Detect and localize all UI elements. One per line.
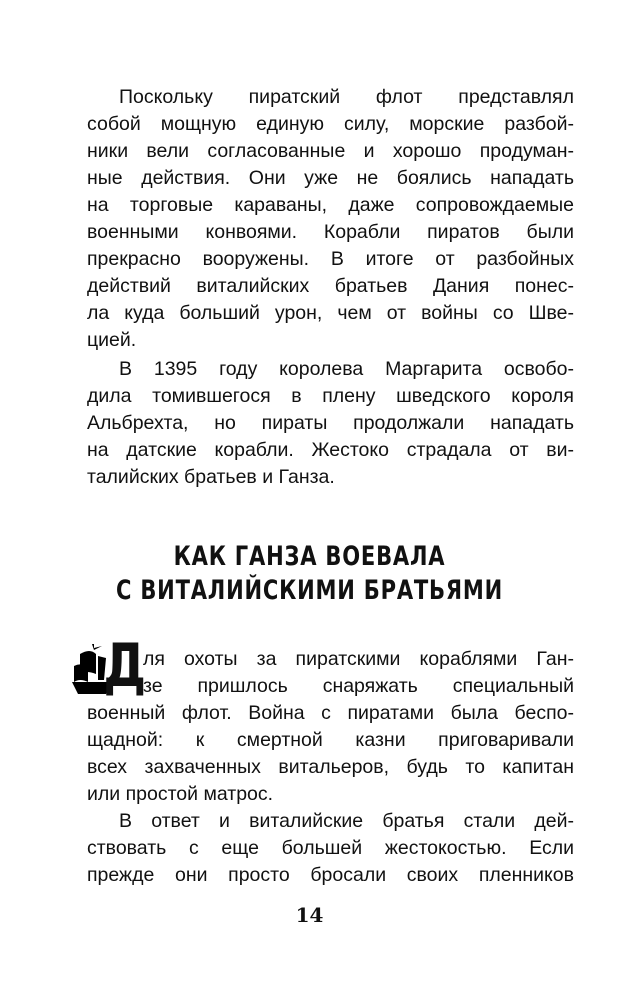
text-line: всех захваченных витальеров, будь то капитан — [87, 756, 574, 778]
text-line: прекрасно вооружены. В итоге от разбойных — [87, 248, 574, 270]
text-line: ла куда больший урон, чем от войны со Шве- — [87, 302, 574, 324]
paragraph-3 — [87, 646, 574, 808]
text-line: ствовать с еще большей жестокостью. Если — [87, 837, 574, 859]
text-line: собой мощную единую силу, морские разбой- — [87, 113, 574, 135]
text-line: цией. — [87, 329, 137, 351]
text-line: талийских братьев и Ганза. — [87, 466, 335, 488]
text-line: щадной: к смертной казни приговаривали — [87, 729, 574, 751]
text-line: действий виталийских братьев Дания понес- — [87, 275, 574, 297]
text-line: прежде они просто бросали своих пленников — [87, 864, 574, 886]
text-line: ники вели согласованные и хорошо продуман- — [87, 140, 574, 162]
page-number: 14 — [295, 903, 324, 927]
paragraph-4 — [87, 808, 574, 889]
text-line: дила томившегося в плену шведского короля — [87, 385, 574, 407]
drop-cap-letter: Д — [103, 631, 147, 701]
text-line: Поскольку пиратский флот представлял — [119, 86, 574, 108]
text-line: на датские корабли. Жестоко страдала от ви- — [87, 439, 574, 461]
section-heading-line-2: С ВИТАЛИЙСКИМИ БРАТЬЯМИ — [115, 575, 504, 606]
text-line: военными конвоями. Корабли пиратов были — [87, 221, 574, 243]
text-line: Альбрехта, но пираты продолжали нападать — [87, 412, 574, 434]
text-line: ля охоты за пиратскими кораблями Ган- — [143, 648, 574, 670]
text-line: на торговые караваны, даже сопровождаемые — [87, 194, 574, 216]
text-line: ные действия. Они уже не боялись нападать — [87, 167, 574, 189]
paragraph-1 — [87, 84, 574, 354]
text-line: или простой матрос. — [87, 783, 274, 805]
section-heading-line-1: КАК ГАНЗА ВОЕВАЛА — [173, 541, 446, 572]
text-line: зе пришлось снаряжать специальный — [143, 675, 574, 697]
text-line: В 1395 году королева Маргарита освобо- — [119, 358, 574, 380]
text-line: военный флот. Война с пиратами была беспо- — [87, 702, 574, 724]
text-line: В ответ и виталийские братья стали дей- — [119, 810, 574, 832]
paragraph-2 — [87, 356, 574, 491]
